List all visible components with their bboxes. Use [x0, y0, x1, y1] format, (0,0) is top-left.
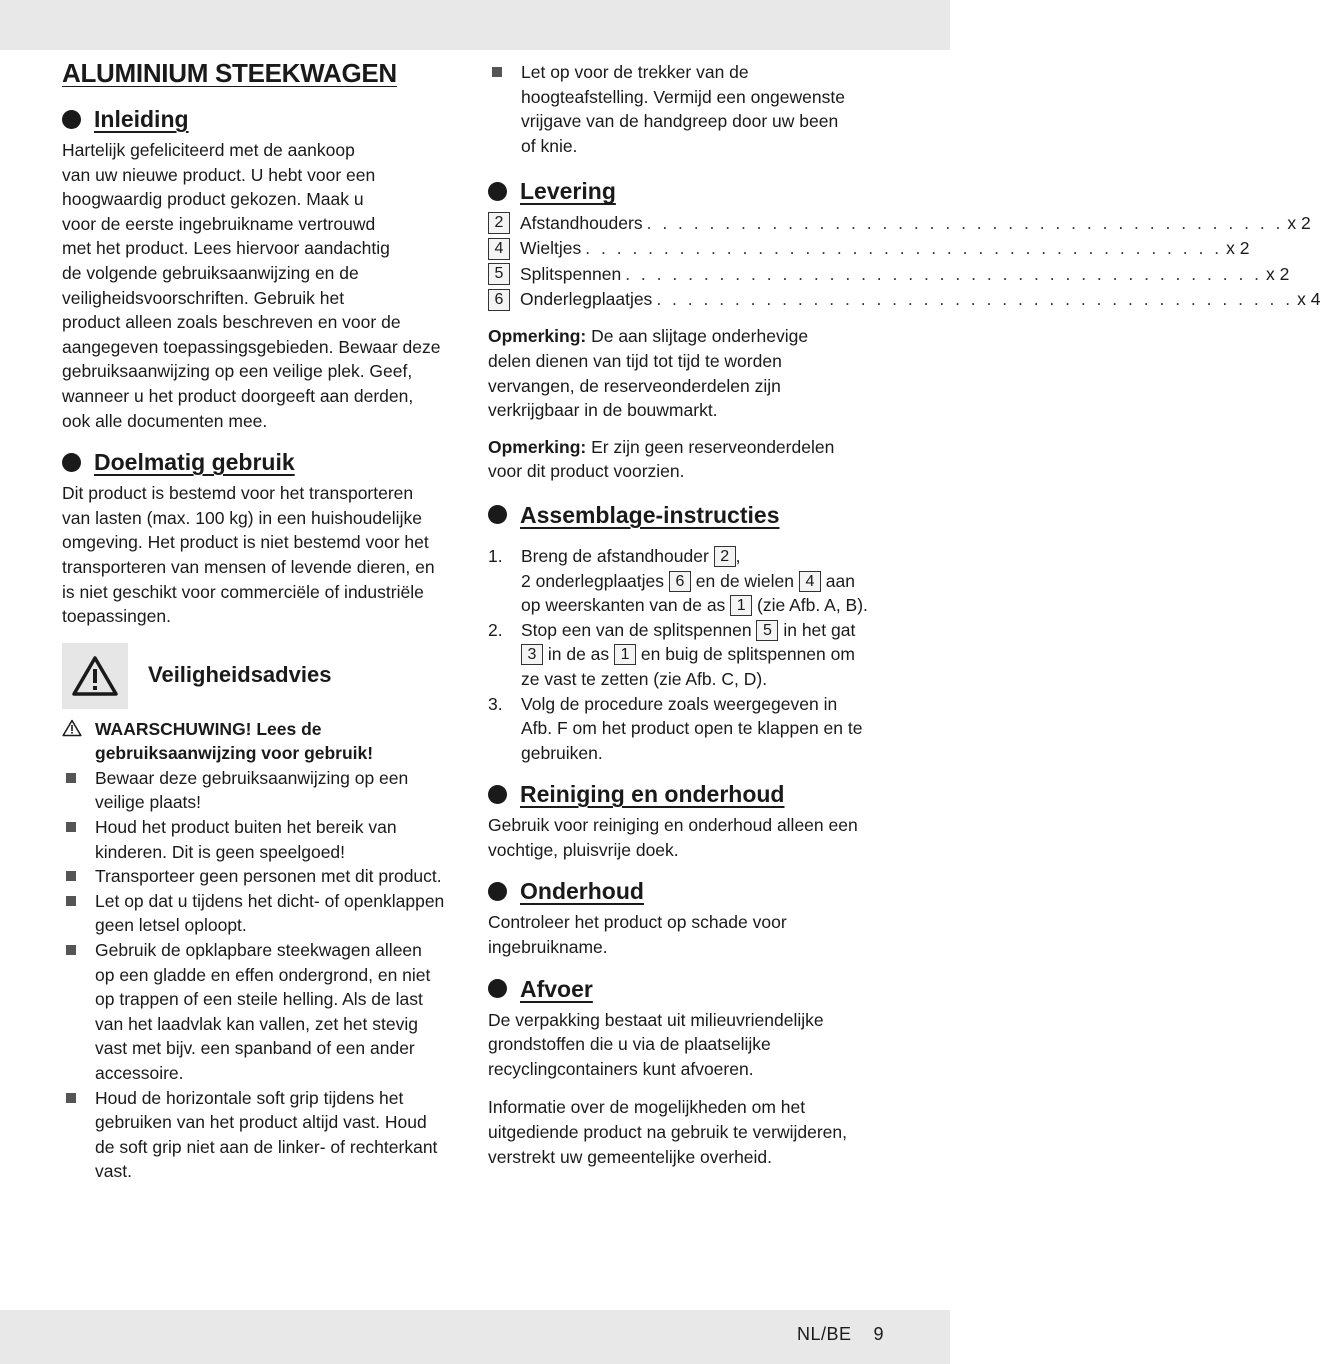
leader-dots: . . . . . . . . . . . . . . . . . . . . . . . . . . . . . . . . . . . . . . . . .: [625, 263, 1263, 284]
warning-triangle-icon: [62, 643, 128, 709]
heading-afvoer: Afvoer: [488, 974, 888, 1004]
part-row: 2 Afstandhouders . . . . . . . . . . . . . . . . . . . . . . . . . . . . . . . . . . . . . . . . . x 2: [488, 210, 888, 236]
section-assemblage: [488, 500, 888, 765]
list-item: Transporteer geen personen met dit product.: [62, 864, 458, 889]
part-number-badge: 1: [730, 595, 752, 616]
part-number-badge: 4: [799, 571, 821, 592]
section-inleiding: [62, 104, 458, 433]
right-column: [488, 60, 1321, 1169]
list-item: Houd het product buiten het bereik van kinderen. Dit is geen speelgoed!: [62, 815, 458, 864]
list-item: Houd de horizontale soft grip tijdens het gebruiken van het product altijd vast. Houd de soft grip niet aan de linker- of rechterkant vast.: [62, 1086, 458, 1184]
part-row: 4 Wieltjes . . . . . . . . . . . . . . . . . . . . . . . . . . . . . . . . . . . . . . . . . x 2: [488, 236, 888, 262]
leader-dots: . . . . . . . . . . . . . . . . . . . . . . . . . . . . . . . . . . . . . . . . .: [656, 289, 1294, 310]
list-item: Let op voor de trekker van de hoogteafstelling. Vermijd een ongewenste vrijgave van de handgreep door uw been of knie.: [488, 60, 888, 158]
square-bullet-icon: [488, 60, 521, 158]
bullet-dot-icon: [62, 453, 81, 472]
leader-dots: . . . . . . . . . . . . . . . . . . . . . . . . . . . . . . . . . . . . . . . . .: [646, 212, 1284, 233]
part-number-badge: 6: [669, 571, 691, 592]
part-number-badge: 4: [488, 238, 510, 260]
safety-list: [62, 766, 458, 1184]
doelmatig-text: Dit product is bestemd voor het transporteren van lasten (max. 100 kg) in een huishoudelijke omgeving. Het product is niet bestemd voor het transporteren van mensen of levende dieren, en is niet geschikt voor commerciële of industriële toepassingen.: [62, 483, 435, 627]
section-afvoer: [488, 974, 888, 1170]
parts-list: [488, 210, 1321, 312]
safety-header: [62, 643, 458, 709]
leader-dots: . . . . . . . . . . . . . . . . . . . . . . . . . . . . . . . . . . . . . . . . .: [585, 238, 1223, 259]
section-levering: [488, 176, 1321, 484]
list-item: 2. Stop een van de splitspennen 5 in het gat 3 in de as 1 en buig de splitspennen om ze vast te zetten (zie Afb. C, D).: [488, 619, 856, 689]
heading-inleiding: Inleiding: [62, 104, 458, 134]
part-number-badge: 3: [521, 644, 543, 665]
footer-locale: NL/BE: [796, 1324, 852, 1344]
warning-small-icon: [62, 717, 95, 766]
square-bullet-icon: [62, 815, 95, 864]
heading-reiniging: Reiniging en onderhoud: [488, 779, 888, 809]
part-number-badge: 5: [488, 263, 510, 285]
assembly-steps: [488, 544, 888, 765]
part-number-badge: 6: [488, 289, 510, 311]
page-number: 9: [873, 1324, 884, 1344]
warning-notice: WAARSCHUWING! Lees de gebruiksaanwijzing voor gebruik!: [62, 717, 458, 766]
note-wear-parts: Opmerking: De aan slijtage onderhevige delen dienen van tijd tot tijd te worden vervangen, de reserveonderdelen zijn verkrijgbaar in de bouwmarkt.: [488, 326, 809, 421]
part-number-badge: 2: [488, 212, 510, 234]
top-band: [0, 0, 950, 50]
heading-assemblage: Assemblage-instructies: [488, 500, 888, 530]
afvoer-text-2: Informatie over de mogelijkheden om het uitgediende product na gebruik te verwijderen, verstrekt uw gemeentelijke overheid.: [488, 1097, 847, 1167]
part-number-badge: 2: [714, 546, 736, 567]
heading-onderhoud: Onderhoud: [488, 876, 888, 906]
bullet-dot-icon: [488, 979, 507, 998]
page-title: ALUMINIUM STEEKWAGEN: [62, 58, 397, 88]
page-footer: [797, 1322, 884, 1347]
bullet-dot-icon: [488, 505, 507, 524]
part-number-badge: 5: [756, 620, 778, 641]
heading-doelmatig-gebruik: Doelmatig gebruik: [62, 447, 458, 477]
bullet-dot-icon: [488, 785, 507, 804]
heading-levering: Levering: [488, 176, 888, 206]
safety-list-continued: [488, 60, 888, 158]
section-onderhoud: [488, 876, 888, 959]
list-item: 3. Volg de procedure zoals weergegeven in Afb. F om het product open te klappen en te gebruiken.: [488, 693, 863, 763]
list-item: 1. Breng de afstandhouder 2 , 2 onderlegplaatjes 6 en de wielen 4 aan op weerskanten van de as 1 (zie Afb. A, B).: [488, 545, 868, 616]
section-reiniging: [488, 779, 888, 862]
afvoer-text-1: De verpakking bestaat uit milieuvriendelijke grondstoffen die u via de plaatselijke recyclingcontainers kunt afvoeren.: [488, 1009, 824, 1079]
left-column: [62, 56, 458, 1184]
part-row: 5 Splitspennen . . . . . . . . . . . . . . . . . . . . . . . . . . . . . . . . . . . . . . . . . x 2: [488, 261, 888, 287]
bullet-dot-icon: [488, 882, 507, 901]
onderhoud-text: Controleer het product op schade voor ingebruikname.: [488, 912, 787, 958]
inleiding-text: Hartelijk gefeliciteerd met de aankoop van uw nieuwe product. U hebt voor een hoogwaardig product gekozen. Maak u voor de eerste ingebruikname vertrouwd met het product. Lees hiervoor aandachtig de volgende gebruiksaanwijzing en de veiligheidsvoorschriften. Gebruik het product alleen zoals beschreven en voor de aangegeven toepassingsgebieden. Bewaar deze gebruiksaanwijzing op een veilige plek. Geef, wanneer u het product doorgeeft aan derden, ook alle documenten mee.: [62, 140, 441, 431]
section-doelmatig-gebruik: [62, 447, 458, 629]
reiniging-text: Gebruik voor reiniging en onderhoud alleen een vochtige, pluisvrije doek.: [488, 815, 858, 860]
list-item: Let op dat u tijdens het dicht- of openklappen geen letsel oploopt.: [62, 889, 458, 938]
section-veiligheidsadvies: [62, 643, 458, 1184]
square-bullet-icon: [62, 766, 95, 815]
bullet-dot-icon: [62, 110, 81, 129]
list-item: Gebruik de opklapbare steekwagen alleen op een gladde en effen ondergrond, en niet op trappen of een steile helling. Als de last van het laadvlak kan vallen, zet het stevig vast met bijv. een spanband of een ander accessoire.: [62, 938, 458, 1086]
square-bullet-icon: [62, 938, 95, 1086]
part-row: 6 Onderlegplaatjes . . . . . . . . . . . . . . . . . . . . . . . . . . . . . . . . . . . . . . . . . x 4: [488, 287, 888, 313]
note-spare-parts: Opmerking: Er zijn geen reserveonderdelen voor dit product voorzien.: [488, 436, 835, 482]
list-item: Bewaar deze gebruiksaanwijzing op een veilige plaats!: [62, 766, 458, 815]
bullet-dot-icon: [488, 182, 507, 201]
square-bullet-icon: [62, 889, 95, 938]
part-number-badge: 1: [614, 644, 636, 665]
square-bullet-icon: [62, 1086, 95, 1184]
square-bullet-icon: [62, 864, 95, 889]
safety-title: Veiligheidsadvies: [148, 662, 332, 688]
